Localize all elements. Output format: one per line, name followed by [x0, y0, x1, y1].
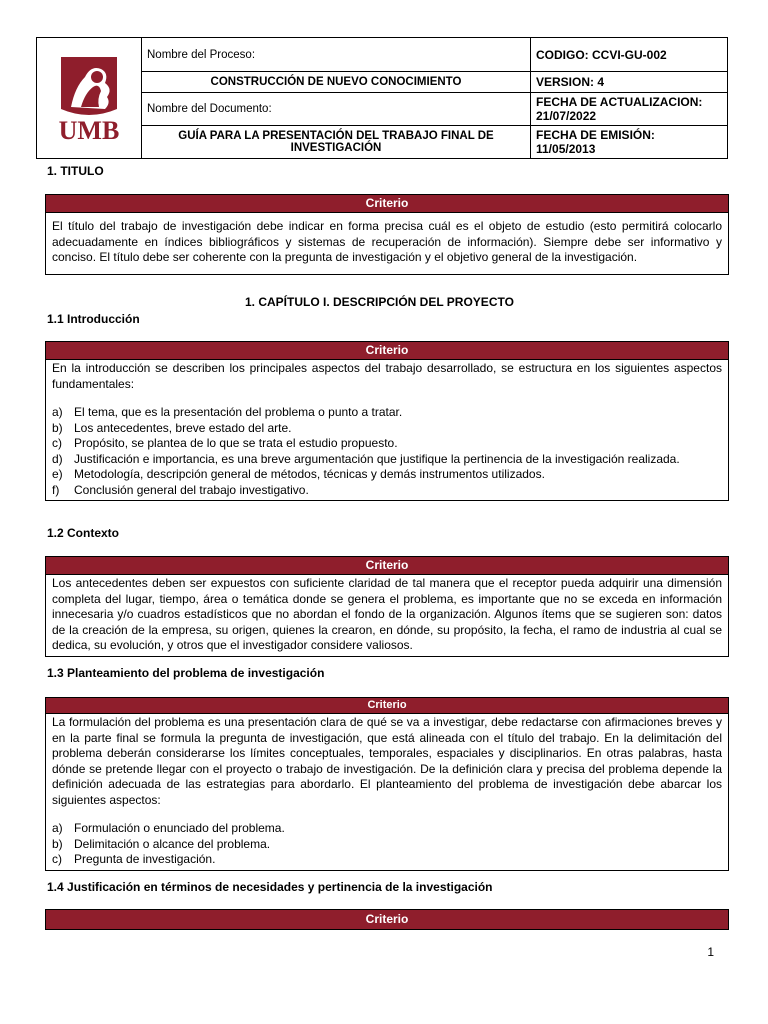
intro-heading: 1.1 Introducción [47, 312, 140, 326]
emission-label: FECHA DE EMISIÓN: [536, 128, 655, 142]
update-date: 21/07/2022 [536, 109, 597, 123]
process-name: CONSTRUCCIÓN DE NUEVO CONOCIMIENTO [142, 72, 531, 93]
problema-content [46, 714, 728, 870]
umb-logo-icon [41, 47, 137, 147]
emission-date-cell [531, 126, 728, 159]
logo-cell [37, 38, 142, 159]
document-label: Nombre del Documento: [142, 93, 531, 126]
problema-list [52, 821, 722, 868]
contexto-heading: 1.2 Contexto [47, 526, 120, 540]
version-cell: VERSION: 4 [531, 72, 728, 93]
code-cell: CODIGO: CCVI-GU-002 [531, 38, 728, 72]
list-item: f) Conclusión general del trabajo investigativo. [52, 482, 309, 497]
process-label: Nombre del Proceso: [142, 38, 531, 72]
problema-heading: 1.3 Planteamiento del problema de investigación [47, 666, 325, 680]
list-item: b) Delimitación o alcance del problema. [52, 836, 271, 851]
intro-criterio-box [45, 341, 729, 501]
intro-content [46, 360, 728, 500]
titulo-text: El título del trabajo de investigación debe indicar en forma precisa cuál es el objeto de estudio (esto permitirá colocarlo adecuadamente en índices bibliográficos y sistemas de recuperación de información). Siempre debe ser informativo y conciso. El título debe ser coherente con la pregunta de investigación y el objetivo general de la investigación. [52, 219, 722, 264]
list-item: e) Metodología, descripción general de métodos, técnicas y demás instrumentos utilizados. [52, 467, 545, 481]
contexto-criterio-box [45, 556, 729, 657]
titulo-heading: 1. TITULO [47, 164, 104, 178]
update-label: FECHA DE ACTUALIZACION: [536, 95, 703, 109]
chapter-heading: 1. CAPÍTULO I. DESCRIPCIÓN DEL PROYECTO [245, 295, 514, 309]
intro-list [52, 405, 722, 498]
criterio-header: Criterio [46, 342, 728, 360]
list-item: b) Los antecedentes, breve estado del arte. [52, 420, 292, 435]
justificacion-heading: 1.4 Justificación en términos de necesidades y pertinencia de la investigación [47, 880, 493, 894]
justificacion-criterio-box [45, 909, 729, 930]
document-name: GUÍA PARA LA PRESENTACIÓN DEL TRABAJO FINAL DE INVESTIGACIÓN [142, 126, 531, 159]
intro-text: En la introducción se describen los principales aspectos del trabajo desarrollado, se estructura en los siguientes aspectos fundamentales: [52, 361, 722, 391]
list-item: c) Pregunta de investigación. [52, 852, 216, 866]
problema-text: La formulación del problema es una presentación clara de qué se va a investigar, debe redactarse con afirmaciones breves y en la parte final se formula la pregunta de investigación, que está alineada con el título del trabajo. En la delimitación del problema deberán considerarse los límites conceptuales, temporales, espaciales y disciplinarios. En otras palabras, hasta dónde se pretende llegar con el proyecto o trabajo de investigación. De la definición clara y precisa del problema depende la definición adecuada de las estrategias para abordarlo. El planteamiento del problema de investigación debe abarcar los siguientes aspectos: [52, 715, 722, 807]
criterio-header: Criterio [46, 557, 728, 575]
list-item: d) Justificación e importancia, es una breve argumentación que justifique la pertinencia de la investigación realizada. [52, 451, 680, 466]
list-item: a) El tema, que es la presentación del problema o punto a tratar. [52, 405, 403, 419]
contexto-text: Los antecedentes deben ser expuestos con suficiente claridad de tal manera que el receptor pueda adquirir una dimensión completa del lugar, tiempo, área o temática donde se genera el problema, es importante que no se exceda en información innecesaria y/o cuadros estadísticos que no abordan el fondo de la organización. Algunos ítems que se sugieren son: datos de la creación de la empresa, su origen, quienes la crearon, en dónde, su propósito, la fecha, el ramo de industria al cual se dedica, su evolución, y otros que el investigador considere valiosos. [52, 576, 722, 652]
list-item: a) Formulación o enunciado del problema. [52, 821, 285, 835]
titulo-criterio-box [45, 194, 729, 275]
page-number: 1 [707, 945, 714, 959]
criterio-header: Criterio [46, 195, 728, 213]
update-date-cell [531, 93, 728, 126]
criterio-header: Criterio [46, 698, 728, 714]
svg-text:UMB: UMB [58, 115, 120, 145]
document-header-table [36, 37, 728, 159]
problema-criterio-box [45, 697, 729, 871]
criterio-header: Criterio [46, 910, 728, 929]
emission-date: 11/05/2013 [536, 142, 596, 156]
list-item: c) Propósito, se plantea de lo que se trata el estudio propuesto. [52, 436, 398, 450]
